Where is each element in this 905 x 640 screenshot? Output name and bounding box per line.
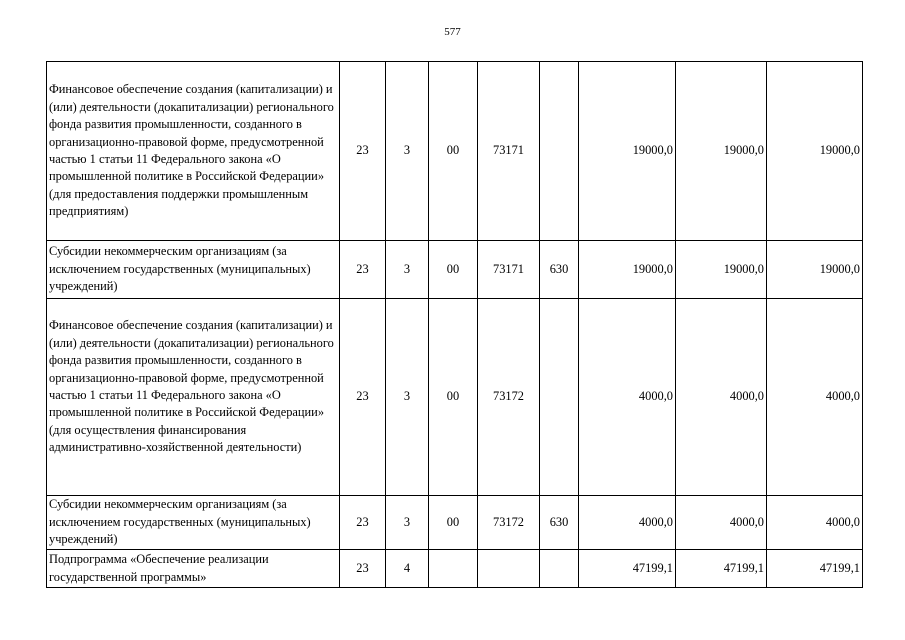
subprogram-code: 4 <box>386 550 429 588</box>
program-code: 23 <box>340 241 386 299</box>
direction-code: 73172 <box>478 496 540 550</box>
amount-year-1: 19000,0 <box>579 62 676 241</box>
subprogram-code: 3 <box>386 62 429 241</box>
expense-type-code: 630 <box>540 496 579 550</box>
expense-type-code: 630 <box>540 241 579 299</box>
expense-type-code <box>540 299 579 496</box>
main-event-code: 00 <box>429 496 478 550</box>
main-event-code: 00 <box>429 241 478 299</box>
program-code: 23 <box>340 496 386 550</box>
table-row <box>47 550 863 588</box>
amount-year-1: 19000,0 <box>579 241 676 299</box>
amount-year-2: 47199,1 <box>676 550 767 588</box>
direction-code: 73171 <box>478 62 540 241</box>
row-description: Подпрограмма «Обеспечение реализации государственной программы» <box>47 550 340 588</box>
amount-year-2: 19000,0 <box>676 62 767 241</box>
page-number: 577 <box>444 26 461 38</box>
direction-code <box>478 550 540 588</box>
program-code: 23 <box>340 299 386 496</box>
main-event-code: 00 <box>429 62 478 241</box>
budget-table <box>46 61 863 588</box>
row-description: Финансовое обеспечение создания (капитализации) и (или) деятельности (докапитализации) регионального фонда развития промышленности, созданного в организационно-правовой форме, предусмотренной частью 1 статьи 11 Федерального закона «О промышленной политике в Российской Федерации» (для осуществления финансирования административно-хозяйственной деятельности) <box>47 299 340 496</box>
amount-year-3: 47199,1 <box>767 550 863 588</box>
amount-year-2: 19000,0 <box>676 241 767 299</box>
amount-year-2: 4000,0 <box>676 299 767 496</box>
row-description: Субсидии некоммерческим организациям (за исключением государственных (муниципальных) учреждений) <box>47 241 340 299</box>
subprogram-code: 3 <box>386 496 429 550</box>
expense-type-code <box>540 550 579 588</box>
amount-year-2: 4000,0 <box>676 496 767 550</box>
direction-code: 73172 <box>478 299 540 496</box>
amount-year-3: 19000,0 <box>767 241 863 299</box>
expense-type-code <box>540 62 579 241</box>
row-description: Субсидии некоммерческим организациям (за исключением государственных (муниципальных) учреждений) <box>47 496 340 550</box>
table-row <box>47 241 863 299</box>
subprogram-code: 3 <box>386 241 429 299</box>
table-row <box>47 299 863 496</box>
main-event-code <box>429 550 478 588</box>
main-event-code: 00 <box>429 299 478 496</box>
amount-year-1: 4000,0 <box>579 496 676 550</box>
amount-year-3: 19000,0 <box>767 62 863 241</box>
amount-year-3: 4000,0 <box>767 299 863 496</box>
program-code: 23 <box>340 62 386 241</box>
row-description: Финансовое обеспечение создания (капитализации) и (или) деятельности (докапитализации) регионального фонда развития промышленности, созданного в организационно-правовой форме, предусмотренной частью 1 статьи 11 Федерального закона «О промышленной политике в Российской Федерации» (для предоставления поддержки промышленным предприятиям) <box>47 62 340 241</box>
program-code: 23 <box>340 550 386 588</box>
table-row <box>47 62 863 241</box>
subprogram-code: 3 <box>386 299 429 496</box>
direction-code: 73171 <box>478 241 540 299</box>
amount-year-1: 4000,0 <box>579 299 676 496</box>
amount-year-3: 4000,0 <box>767 496 863 550</box>
table-row <box>47 496 863 550</box>
amount-year-1: 47199,1 <box>579 550 676 588</box>
